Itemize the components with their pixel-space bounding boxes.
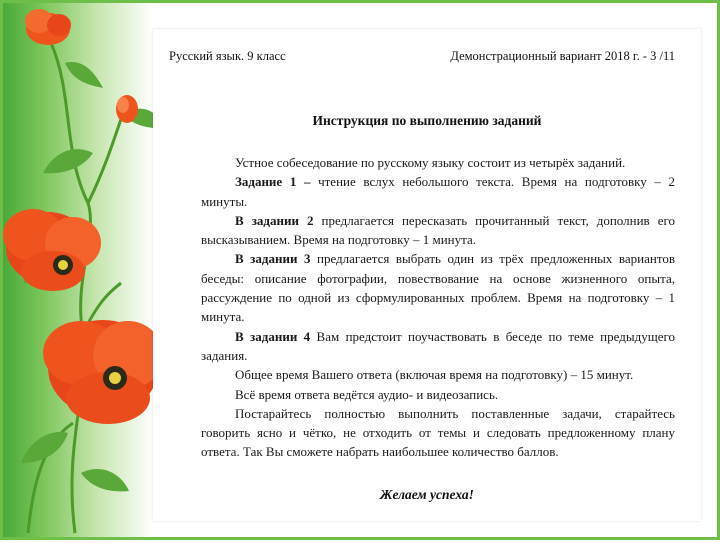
task-2-label: В задании 2: [235, 212, 314, 228]
closing-wish: Желаем успеха!: [380, 487, 474, 502]
paragraph-intro: Устное собеседование по русскому языку состоит из четырёх заданий.: [235, 155, 626, 170]
task-1-label: Задание 1 –: [235, 174, 311, 190]
header-subject: Русский язык. 9 класс: [169, 49, 286, 63]
poppy-bud: [116, 95, 138, 123]
task-3-label: В задании 3: [235, 251, 311, 267]
poppy-flower-bottom: [43, 320, 163, 424]
header-variant: Демонстрационный вариант 2018 г. - 3 /11: [450, 49, 675, 63]
document-page: [153, 29, 701, 521]
paragraph-task-2: В задании 2 предлагается пересказать прочитанный текст, дополнив его высказыванием. Время на подготовку – 1 минута.: [201, 212, 675, 248]
paragraph-task-4: В задании 4 Вам предстоит поучаствовать в беседе по теме предыдущего задания.: [201, 328, 675, 363]
paragraph-task-3: В задании 3 предлагается выбрать один из трёх предложенных вариантов беседы: описание фотографии, повествование на основе жизненного опыта, рассуждение по одной из сформулированных проблем. Время на подготовку – 1 минута.: [201, 251, 675, 325]
paragraph-advice: Постарайтесь полностью выполнить поставленные задачи, старайтесь говорить ясно и чётко, не отходить от темы и следовать предложенному плану ответа. Так Вы сможете набрать наибольшее количество баллов.: [201, 405, 675, 460]
instruction-text: [201, 153, 675, 462]
paragraph-recording: Всё время ответа ведётся аудио- и видеозапись.: [235, 386, 499, 402]
poppy-flower-middle: [3, 209, 101, 291]
paragraph-task-1: Задание 1 – чтение вслух небольшого текста. Время на подготовку – 2 минуты.: [201, 174, 675, 209]
poppy-flowers-decoration: [3, 3, 173, 543]
paragraph-total-time: Общее время Вашего ответа (включая время на подготовку) – 15 минут.: [235, 367, 634, 383]
page-header: [169, 49, 675, 64]
page-title: Инструкция по выполнению заданий: [312, 113, 542, 128]
task-4-label: В задании 4: [235, 328, 311, 344]
poppy-flower-top: [25, 9, 71, 45]
